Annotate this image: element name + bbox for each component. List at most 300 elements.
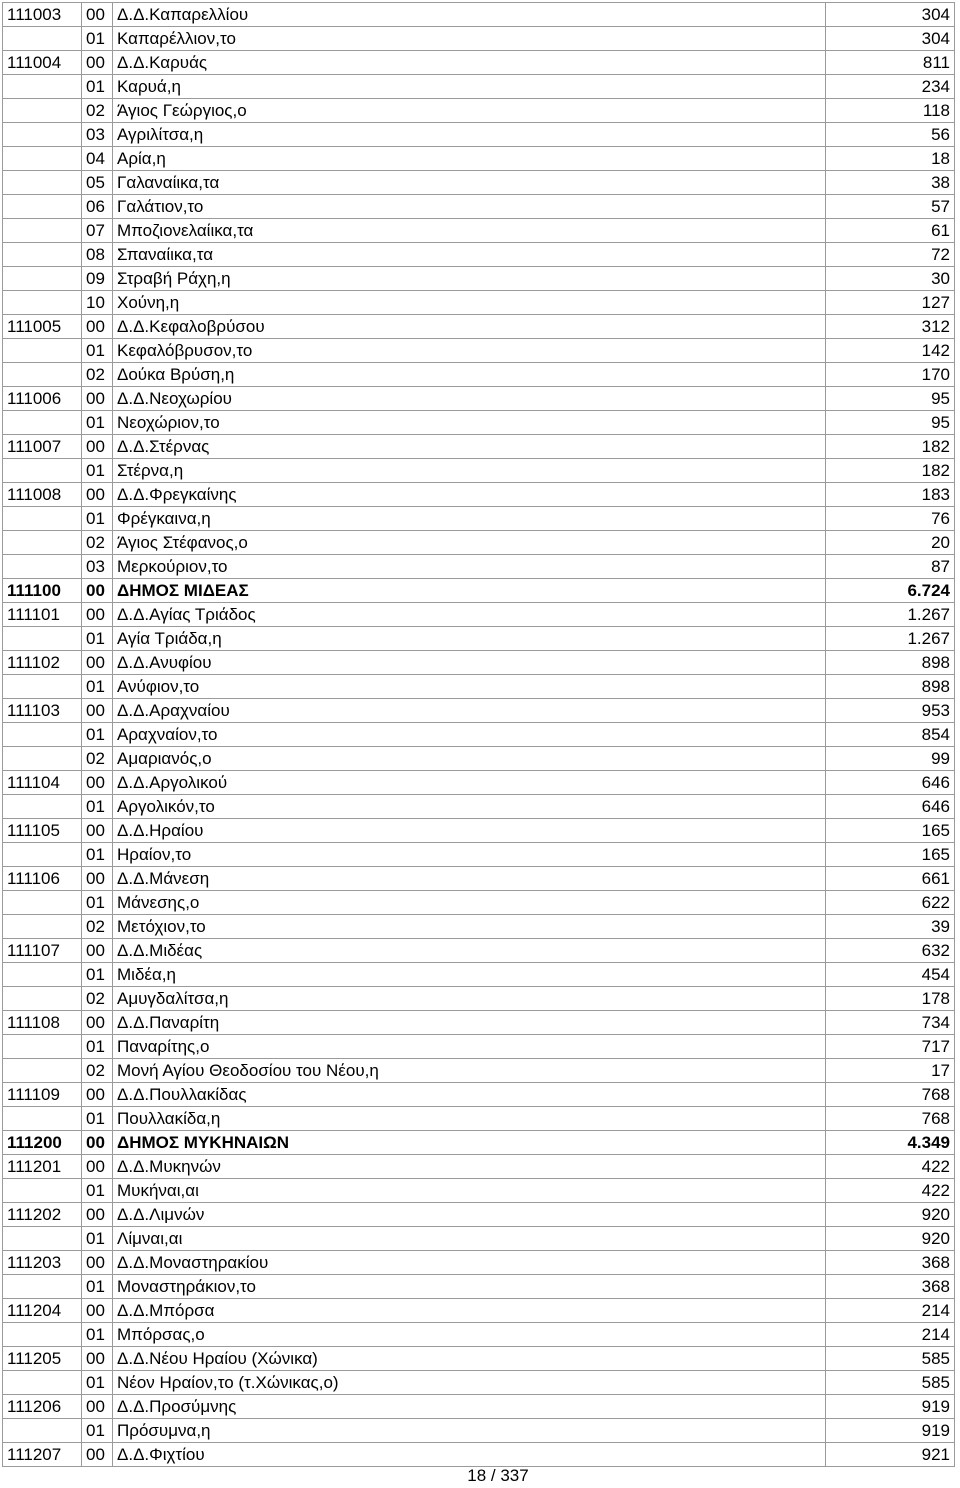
population-cell: 127 bbox=[826, 291, 955, 315]
sub-code-cell: 00 bbox=[82, 435, 113, 459]
code-cell: 111201 bbox=[3, 1155, 82, 1179]
code-cell bbox=[3, 195, 82, 219]
code-cell bbox=[3, 1275, 82, 1299]
table-row bbox=[3, 459, 955, 483]
name-cell: Φρέγκαινα,η bbox=[113, 507, 826, 531]
population-cell: 953 bbox=[826, 699, 955, 723]
sub-code-cell: 02 bbox=[82, 747, 113, 771]
sub-code-cell: 00 bbox=[82, 3, 113, 27]
sub-code-cell: 01 bbox=[82, 723, 113, 747]
name-cell: Δ.Δ.Νεοχωρίου bbox=[113, 387, 826, 411]
code-cell: 111003 bbox=[3, 3, 82, 27]
population-cell: 768 bbox=[826, 1083, 955, 1107]
code-cell bbox=[3, 459, 82, 483]
sub-code-cell: 00 bbox=[82, 1347, 113, 1371]
page-number: 18 / 337 bbox=[467, 1466, 529, 1485]
code-cell bbox=[3, 27, 82, 51]
population-cell: 72 bbox=[826, 243, 955, 267]
sub-code-cell: 00 bbox=[82, 651, 113, 675]
table-row bbox=[3, 483, 955, 507]
code-cell: 111104 bbox=[3, 771, 82, 795]
name-cell: Αμαριανός,ο bbox=[113, 747, 826, 771]
table-row bbox=[3, 1419, 955, 1443]
population-cell: 1.267 bbox=[826, 627, 955, 651]
population-cell: 118 bbox=[826, 99, 955, 123]
table-row bbox=[3, 699, 955, 723]
municipality-row bbox=[3, 1131, 955, 1155]
code-cell: 111007 bbox=[3, 435, 82, 459]
code-cell bbox=[3, 75, 82, 99]
sub-code-cell: 02 bbox=[82, 363, 113, 387]
population-cell: 646 bbox=[826, 771, 955, 795]
name-cell: Δ.Δ.Μυκηνών bbox=[113, 1155, 826, 1179]
sub-code-cell: 02 bbox=[82, 987, 113, 1011]
code-cell: 111202 bbox=[3, 1203, 82, 1227]
code-cell bbox=[3, 1227, 82, 1251]
table-row bbox=[3, 1395, 955, 1419]
sub-code-cell: 03 bbox=[82, 555, 113, 579]
population-cell: 304 bbox=[826, 3, 955, 27]
population-cell: 368 bbox=[826, 1275, 955, 1299]
population-cell: 87 bbox=[826, 555, 955, 579]
table-row bbox=[3, 723, 955, 747]
table-row bbox=[3, 939, 955, 963]
sub-code-cell: 00 bbox=[82, 1299, 113, 1323]
population-cell: 170 bbox=[826, 363, 955, 387]
population-cell: 919 bbox=[826, 1395, 955, 1419]
sub-code-cell: 01 bbox=[82, 675, 113, 699]
table-row bbox=[3, 819, 955, 843]
name-cell: Γαλαναίικα,τα bbox=[113, 171, 826, 195]
name-cell: Άγιος Γεώργιος,ο bbox=[113, 99, 826, 123]
sub-code-cell: 01 bbox=[82, 1323, 113, 1347]
name-cell: Μοναστηράκιον,το bbox=[113, 1275, 826, 1299]
table-row bbox=[3, 675, 955, 699]
population-cell: 6.724 bbox=[826, 579, 955, 603]
code-cell: 111008 bbox=[3, 483, 82, 507]
name-cell: Δ.Δ.Μιδέας bbox=[113, 939, 826, 963]
table-row bbox=[3, 915, 955, 939]
sub-code-cell: 01 bbox=[82, 1371, 113, 1395]
code-cell bbox=[3, 267, 82, 291]
population-cell: 454 bbox=[826, 963, 955, 987]
name-cell: Δ.Δ.Καπαρελλίου bbox=[113, 3, 826, 27]
sub-code-cell: 00 bbox=[82, 1203, 113, 1227]
sub-code-cell: 02 bbox=[82, 1059, 113, 1083]
table-row bbox=[3, 1251, 955, 1275]
name-cell: Μονή Αγίου Θεοδοσίου του Νέου,η bbox=[113, 1059, 826, 1083]
code-cell bbox=[3, 555, 82, 579]
table-row bbox=[3, 267, 955, 291]
code-cell bbox=[3, 1371, 82, 1395]
table-row bbox=[3, 315, 955, 339]
name-cell: Κεφαλόβρυσον,το bbox=[113, 339, 826, 363]
population-cell: 632 bbox=[826, 939, 955, 963]
code-cell: 111105 bbox=[3, 819, 82, 843]
name-cell: Μετόχιον,το bbox=[113, 915, 826, 939]
name-cell: Γαλάτιον,το bbox=[113, 195, 826, 219]
table-row bbox=[3, 171, 955, 195]
code-cell: 111200 bbox=[3, 1131, 82, 1155]
sub-code-cell: 01 bbox=[82, 843, 113, 867]
code-cell: 111102 bbox=[3, 651, 82, 675]
code-cell bbox=[3, 1035, 82, 1059]
table-row bbox=[3, 1011, 955, 1035]
name-cell: Στέρνα,η bbox=[113, 459, 826, 483]
name-cell: Πουλλακίδα,η bbox=[113, 1107, 826, 1131]
table-row bbox=[3, 51, 955, 75]
name-cell: Δ.Δ.Αραχναίου bbox=[113, 699, 826, 723]
table-row bbox=[3, 1371, 955, 1395]
population-cell: 921 bbox=[826, 1443, 955, 1467]
population-cell: 768 bbox=[826, 1107, 955, 1131]
population-cell: 20 bbox=[826, 531, 955, 555]
name-cell: Δ.Δ.Καρυάς bbox=[113, 51, 826, 75]
name-cell: Σπαναίικα,τα bbox=[113, 243, 826, 267]
table-row bbox=[3, 291, 955, 315]
sub-code-cell: 07 bbox=[82, 219, 113, 243]
population-cell: 30 bbox=[826, 267, 955, 291]
table-body bbox=[3, 3, 955, 1467]
table-row bbox=[3, 435, 955, 459]
name-cell: ΔΗΜΟΣ ΜΥΚΗΝΑΙΩΝ bbox=[113, 1131, 826, 1155]
sub-code-cell: 00 bbox=[82, 51, 113, 75]
table-row bbox=[3, 1347, 955, 1371]
table-row bbox=[3, 1083, 955, 1107]
population-cell: 38 bbox=[826, 171, 955, 195]
code-cell bbox=[3, 291, 82, 315]
table-row bbox=[3, 747, 955, 771]
population-cell: 182 bbox=[826, 459, 955, 483]
code-cell: 111207 bbox=[3, 1443, 82, 1467]
table-row bbox=[3, 1035, 955, 1059]
population-cell: 56 bbox=[826, 123, 955, 147]
table-row bbox=[3, 219, 955, 243]
sub-code-cell: 00 bbox=[82, 867, 113, 891]
sub-code-cell: 03 bbox=[82, 123, 113, 147]
table-row bbox=[3, 99, 955, 123]
population-cell: 183 bbox=[826, 483, 955, 507]
code-cell bbox=[3, 171, 82, 195]
sub-code-cell: 01 bbox=[82, 795, 113, 819]
municipality-row bbox=[3, 579, 955, 603]
code-cell bbox=[3, 891, 82, 915]
population-cell: 811 bbox=[826, 51, 955, 75]
table-row bbox=[3, 1275, 955, 1299]
code-cell bbox=[3, 1179, 82, 1203]
name-cell: Δ.Δ.Πουλλακίδας bbox=[113, 1083, 826, 1107]
sub-code-cell: 05 bbox=[82, 171, 113, 195]
sub-code-cell: 01 bbox=[82, 627, 113, 651]
population-cell: 214 bbox=[826, 1299, 955, 1323]
table-row bbox=[3, 147, 955, 171]
sub-code-cell: 10 bbox=[82, 291, 113, 315]
code-cell bbox=[3, 747, 82, 771]
sub-code-cell: 01 bbox=[82, 963, 113, 987]
table-row bbox=[3, 243, 955, 267]
sub-code-cell: 00 bbox=[82, 771, 113, 795]
code-cell: 111005 bbox=[3, 315, 82, 339]
population-cell: 165 bbox=[826, 819, 955, 843]
table-row bbox=[3, 963, 955, 987]
name-cell: Νέον Ηραίον,το (τ.Χώνικας,ο) bbox=[113, 1371, 826, 1395]
population-cell: 368 bbox=[826, 1251, 955, 1275]
table-row bbox=[3, 1203, 955, 1227]
code-cell bbox=[3, 411, 82, 435]
name-cell: Δ.Δ.Λιμνών bbox=[113, 1203, 826, 1227]
code-cell bbox=[3, 1323, 82, 1347]
name-cell: Δ.Δ.Ηραίου bbox=[113, 819, 826, 843]
code-cell bbox=[3, 627, 82, 651]
name-cell: Μιδέα,η bbox=[113, 963, 826, 987]
code-cell: 111100 bbox=[3, 579, 82, 603]
name-cell: Ηραίον,το bbox=[113, 843, 826, 867]
code-cell bbox=[3, 915, 82, 939]
sub-code-cell: 09 bbox=[82, 267, 113, 291]
name-cell: Παναρίτης,ο bbox=[113, 1035, 826, 1059]
table-row bbox=[3, 75, 955, 99]
population-cell: 422 bbox=[826, 1155, 955, 1179]
population-cell: 17 bbox=[826, 1059, 955, 1083]
table-row bbox=[3, 771, 955, 795]
sub-code-cell: 00 bbox=[82, 387, 113, 411]
population-cell: 1.267 bbox=[826, 603, 955, 627]
table-row bbox=[3, 1227, 955, 1251]
name-cell: Δ.Δ.Μοναστηρακίου bbox=[113, 1251, 826, 1275]
population-cell: 99 bbox=[826, 747, 955, 771]
name-cell: Δ.Δ.Αργολικού bbox=[113, 771, 826, 795]
code-cell bbox=[3, 1107, 82, 1131]
population-cell: 898 bbox=[826, 651, 955, 675]
population-cell: 4.349 bbox=[826, 1131, 955, 1155]
population-cell: 585 bbox=[826, 1371, 955, 1395]
table-row bbox=[3, 411, 955, 435]
table-row bbox=[3, 339, 955, 363]
sub-code-cell: 02 bbox=[82, 531, 113, 555]
code-cell bbox=[3, 723, 82, 747]
sub-code-cell: 08 bbox=[82, 243, 113, 267]
table-row bbox=[3, 27, 955, 51]
code-cell bbox=[3, 123, 82, 147]
population-cell: 182 bbox=[826, 435, 955, 459]
name-cell: Μπόρσας,ο bbox=[113, 1323, 826, 1347]
sub-code-cell: 00 bbox=[82, 483, 113, 507]
name-cell: Στραβή Ράχη,η bbox=[113, 267, 826, 291]
table-row bbox=[3, 507, 955, 531]
population-cell: 622 bbox=[826, 891, 955, 915]
population-cell: 920 bbox=[826, 1203, 955, 1227]
sub-code-cell: 06 bbox=[82, 195, 113, 219]
name-cell: Δ.Δ.Κεφαλοβρύσου bbox=[113, 315, 826, 339]
code-cell bbox=[3, 987, 82, 1011]
name-cell: Δ.Δ.Φρεγκαίνης bbox=[113, 483, 826, 507]
name-cell: Λίμναι,αι bbox=[113, 1227, 826, 1251]
code-cell bbox=[3, 963, 82, 987]
sub-code-cell: 01 bbox=[82, 1275, 113, 1299]
sub-code-cell: 00 bbox=[82, 939, 113, 963]
code-cell: 111108 bbox=[3, 1011, 82, 1035]
name-cell: Αραχναίον,το bbox=[113, 723, 826, 747]
table-row bbox=[3, 1323, 955, 1347]
table-row bbox=[3, 531, 955, 555]
name-cell: Καπαρέλλιον,το bbox=[113, 27, 826, 51]
table-row bbox=[3, 987, 955, 1011]
population-cell: 95 bbox=[826, 411, 955, 435]
name-cell: Δ.Δ.Ανυφίου bbox=[113, 651, 826, 675]
sub-code-cell: 01 bbox=[82, 507, 113, 531]
population-cell: 312 bbox=[826, 315, 955, 339]
sub-code-cell: 00 bbox=[82, 1395, 113, 1419]
code-cell: 111101 bbox=[3, 603, 82, 627]
name-cell: Δ.Δ.Μπόρσα bbox=[113, 1299, 826, 1323]
code-cell: 111103 bbox=[3, 699, 82, 723]
name-cell: Μυκήναι,αι bbox=[113, 1179, 826, 1203]
sub-code-cell: 01 bbox=[82, 891, 113, 915]
code-cell bbox=[3, 339, 82, 363]
sub-code-cell: 01 bbox=[82, 411, 113, 435]
sub-code-cell: 00 bbox=[82, 603, 113, 627]
name-cell: ΔΗΜΟΣ ΜΙΔΕΑΣ bbox=[113, 579, 826, 603]
name-cell: Μποζιονελαίικα,τα bbox=[113, 219, 826, 243]
code-cell bbox=[3, 843, 82, 867]
name-cell: Αγία Τριάδα,η bbox=[113, 627, 826, 651]
population-cell: 178 bbox=[826, 987, 955, 1011]
name-cell: Δ.Δ.Προσύμνης bbox=[113, 1395, 826, 1419]
name-cell: Αργολικόν,το bbox=[113, 795, 826, 819]
name-cell: Πρόσυμνα,η bbox=[113, 1419, 826, 1443]
name-cell: Δ.Δ.Στέρνας bbox=[113, 435, 826, 459]
table-row bbox=[3, 651, 955, 675]
code-cell bbox=[3, 243, 82, 267]
population-cell: 920 bbox=[826, 1227, 955, 1251]
population-table bbox=[2, 2, 955, 1467]
table-row bbox=[3, 387, 955, 411]
sub-code-cell: 01 bbox=[82, 459, 113, 483]
population-cell: 76 bbox=[826, 507, 955, 531]
sub-code-cell: 01 bbox=[82, 27, 113, 51]
sub-code-cell: 00 bbox=[82, 1251, 113, 1275]
population-cell: 919 bbox=[826, 1419, 955, 1443]
population-cell: 854 bbox=[826, 723, 955, 747]
code-cell bbox=[3, 1059, 82, 1083]
table-row bbox=[3, 843, 955, 867]
name-cell: Νεοχώριον,το bbox=[113, 411, 826, 435]
code-cell: 111205 bbox=[3, 1347, 82, 1371]
table-row bbox=[3, 195, 955, 219]
code-cell bbox=[3, 147, 82, 171]
sub-code-cell: 00 bbox=[82, 1011, 113, 1035]
name-cell: Μάνεσης,ο bbox=[113, 891, 826, 915]
code-cell bbox=[3, 363, 82, 387]
table-row bbox=[3, 891, 955, 915]
table-row bbox=[3, 1059, 955, 1083]
code-cell bbox=[3, 795, 82, 819]
sub-code-cell: 00 bbox=[82, 1083, 113, 1107]
sub-code-cell: 00 bbox=[82, 579, 113, 603]
population-cell: 898 bbox=[826, 675, 955, 699]
code-cell: 111107 bbox=[3, 939, 82, 963]
population-cell: 304 bbox=[826, 27, 955, 51]
sub-code-cell: 01 bbox=[82, 1107, 113, 1131]
name-cell: Χούνη,η bbox=[113, 291, 826, 315]
sub-code-cell: 04 bbox=[82, 147, 113, 171]
table-row bbox=[3, 627, 955, 651]
sub-code-cell: 01 bbox=[82, 1035, 113, 1059]
code-cell bbox=[3, 1419, 82, 1443]
population-cell: 234 bbox=[826, 75, 955, 99]
code-cell bbox=[3, 99, 82, 123]
population-cell: 422 bbox=[826, 1179, 955, 1203]
population-cell: 61 bbox=[826, 219, 955, 243]
name-cell: Δ.Δ.Μάνεση bbox=[113, 867, 826, 891]
code-cell: 111106 bbox=[3, 867, 82, 891]
table-row bbox=[3, 1443, 955, 1467]
table-row bbox=[3, 123, 955, 147]
sub-code-cell: 00 bbox=[82, 819, 113, 843]
population-cell: 95 bbox=[826, 387, 955, 411]
sub-code-cell: 01 bbox=[82, 339, 113, 363]
name-cell: Δ.Δ.Φιχτίου bbox=[113, 1443, 826, 1467]
population-cell: 57 bbox=[826, 195, 955, 219]
table-row bbox=[3, 1107, 955, 1131]
sub-code-cell: 00 bbox=[82, 1131, 113, 1155]
code-cell: 111206 bbox=[3, 1395, 82, 1419]
table-row bbox=[3, 1179, 955, 1203]
code-cell bbox=[3, 507, 82, 531]
sub-code-cell: 02 bbox=[82, 99, 113, 123]
name-cell: Δούκα Βρύση,η bbox=[113, 363, 826, 387]
name-cell: Δ.Δ.Αγίας Τριάδος bbox=[113, 603, 826, 627]
name-cell: Αρία,η bbox=[113, 147, 826, 171]
code-cell bbox=[3, 675, 82, 699]
sub-code-cell: 00 bbox=[82, 1155, 113, 1179]
population-cell: 39 bbox=[826, 915, 955, 939]
sub-code-cell: 01 bbox=[82, 1419, 113, 1443]
name-cell: Αγριλίτσα,η bbox=[113, 123, 826, 147]
sub-code-cell: 01 bbox=[82, 1179, 113, 1203]
table-row bbox=[3, 603, 955, 627]
population-cell: 646 bbox=[826, 795, 955, 819]
name-cell: Δ.Δ.Νέου Ηραίου (Χώνικα) bbox=[113, 1347, 826, 1371]
population-cell: 142 bbox=[826, 339, 955, 363]
sub-code-cell: 01 bbox=[82, 1227, 113, 1251]
table-row bbox=[3, 555, 955, 579]
table-row bbox=[3, 1299, 955, 1323]
table-row bbox=[3, 795, 955, 819]
sub-code-cell: 02 bbox=[82, 915, 113, 939]
table-row bbox=[3, 867, 955, 891]
name-cell: Άγιος Στέφανος,ο bbox=[113, 531, 826, 555]
population-cell: 661 bbox=[826, 867, 955, 891]
population-cell: 18 bbox=[826, 147, 955, 171]
table-row bbox=[3, 3, 955, 27]
population-cell: 165 bbox=[826, 843, 955, 867]
table-row bbox=[3, 1155, 955, 1179]
sub-code-cell: 00 bbox=[82, 1443, 113, 1467]
population-cell: 717 bbox=[826, 1035, 955, 1059]
name-cell: Δ.Δ.Παναρίτη bbox=[113, 1011, 826, 1035]
code-cell: 111204 bbox=[3, 1299, 82, 1323]
code-cell: 111109 bbox=[3, 1083, 82, 1107]
name-cell: Καρυά,η bbox=[113, 75, 826, 99]
sub-code-cell: 00 bbox=[82, 699, 113, 723]
population-cell: 734 bbox=[826, 1011, 955, 1035]
code-cell: 111006 bbox=[3, 387, 82, 411]
name-cell: Μερκούριον,το bbox=[113, 555, 826, 579]
sub-code-cell: 01 bbox=[82, 75, 113, 99]
code-cell: 111004 bbox=[3, 51, 82, 75]
code-cell bbox=[3, 531, 82, 555]
